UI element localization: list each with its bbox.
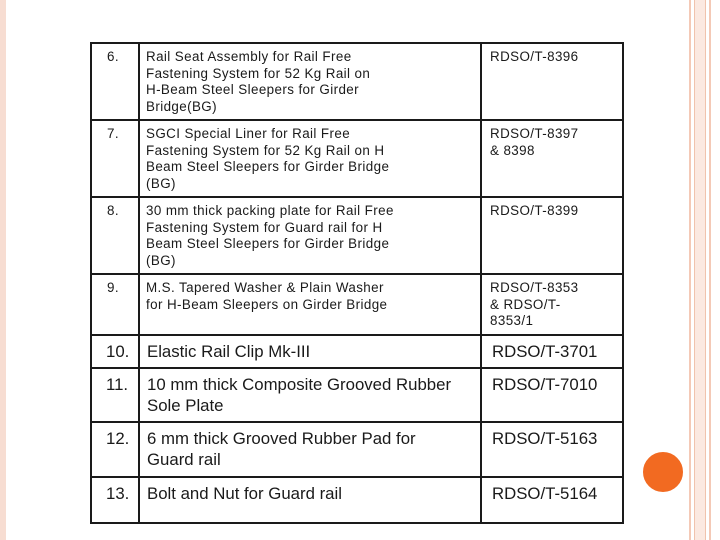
table-row — [91, 120, 623, 197]
item-reference: RDSO/T-8399 — [490, 203, 579, 218]
table-row — [91, 43, 623, 120]
item-number: 10. — [106, 341, 130, 361]
table-row — [91, 368, 623, 422]
item-reference: RDSO/T-8397 & 8398 — [490, 126, 579, 158]
table-row — [91, 274, 623, 335]
item-reference: RDSO/T-3701 — [492, 341, 598, 361]
item-number: 12. — [106, 428, 130, 448]
item-reference: RDSO/T-7010 — [492, 374, 598, 394]
decorative-stripe-inner — [694, 0, 706, 540]
item-number: 13. — [106, 483, 130, 503]
specification-table-container — [90, 42, 622, 524]
item-description: Elastic Rail Clip Mk-III — [147, 341, 311, 361]
item-description: M.S. Tapered Washer & Plain Washer for H-Beam Sleepers on Girder Bridge — [146, 280, 388, 312]
item-number: 9. — [107, 280, 119, 295]
item-reference: RDSO/T-5164 — [492, 483, 598, 503]
item-reference: RDSO/T-8396 — [490, 49, 579, 64]
item-number: 6. — [107, 49, 119, 64]
table-body-crisp — [91, 335, 623, 523]
item-description: 6 mm thick Grooved Rubber Pad for Guard rail — [147, 428, 416, 469]
item-description: 30 mm thick packing plate for Rail Free Fastening System for Guard rail for H Beam Steel Sleepers for Girder Bridge (BG) — [146, 203, 394, 268]
specification-table — [90, 42, 624, 524]
table-row — [91, 197, 623, 274]
slide-left-edge — [0, 0, 6, 540]
table-body-scanned — [91, 43, 623, 335]
item-number: 11. — [106, 374, 129, 394]
item-reference: RDSO/T-8353 & RDSO/T- 8353/1 — [490, 280, 579, 328]
item-description: 10 mm thick Composite Grooved Rubber Sole Plate — [147, 374, 452, 415]
item-number: 7. — [107, 126, 119, 141]
item-number: 8. — [107, 203, 119, 218]
table-row — [91, 477, 623, 523]
table-row — [91, 335, 623, 368]
item-description: Bolt and Nut for Guard rail — [147, 483, 342, 503]
item-description: SGCI Special Liner for Rail Free Fastening System for 52 Kg Rail on H Beam Steel Sleepers for Girder Bridge (BG) — [146, 126, 390, 191]
table-row — [91, 422, 623, 477]
item-reference: RDSO/T-5163 — [492, 428, 598, 448]
item-description: Rail Seat Assembly for Rail Free Fastening System for 52 Kg Rail on H-Beam Steel Sleepers for Girder Bridge(BG) — [146, 49, 371, 114]
accent-circle — [640, 449, 686, 495]
